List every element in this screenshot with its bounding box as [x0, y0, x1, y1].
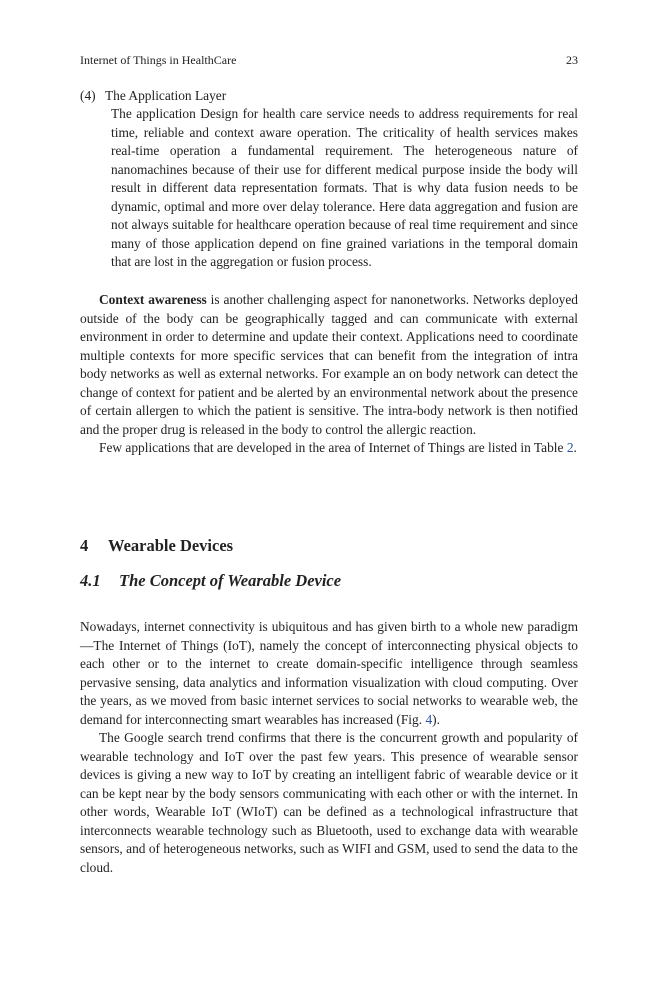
list-marker: (4) [80, 88, 96, 103]
paragraph-text: Nowadays, internet connectivity is ubiquitous and has given birth to a whole new paradigm—The Internet of Things (IoT), namely the concept of interconnecting physical objects to each other or to the internet to create domain-specific intelligence through seamless pervasive sensing, data analytics and information visualization with cloud computing. Over the years, as we moved from basic internet services to social networks to wearable web, the demand for interconnecting smart wearables has increased (Fig. [80, 619, 578, 727]
list-item-application-layer [80, 87, 578, 272]
section-number: 4 [80, 536, 89, 555]
figure-reference-link[interactable]: 4 [425, 711, 433, 727]
paragraph-text: is another challenging aspect for nanonetworks. Networks deployed outside of the body can be geographically tagged and can communicate with external environment in order to determine and update their context. Applications need to coordinate multiple contexts for more specific services that can benefit from the integration of intra body networks as well as external networks. For example an on body network can detect the change of context for patient and be alerted by an environmental network about the presence of certain allergen to which the patient is sensitive. The intra-body network is then notified and the proper drug is released in the body to control the allergic reaction. [80, 292, 578, 437]
table-reference-link[interactable]: 2 [566, 440, 574, 455]
paragraph-text: . [573, 440, 577, 455]
wearable-paragraph-2: The Google search trend confirms that there is the concurrent growth and popularity of wearable technology and IoT over the past few years. This presence of wearable sensor devices is giving a new way to IoT by creating an intelligent fabric of wearable device or it can be kept near by the body sensors communicating with each other or with the internet. In other words, Wearable IoT (WIoT) can be defined as a technological infrastructure that interconnects wearable technology such as Bluetooth, used to exchange data with wearable sensors, and of heterogeneous networks, such as WIFI and GSM, used to send the data to the cloud. [80, 730, 578, 875]
context-awareness-paragraph [80, 291, 578, 439]
running-head-title: Internet of Things in HealthCare [80, 53, 237, 67]
list-item-heading: The Application Layer [104, 88, 227, 103]
paragraph-text: ). [432, 711, 440, 727]
bold-term: Context awareness [99, 292, 207, 307]
subsection-number: 4.1 [80, 571, 101, 590]
subsection-heading [80, 571, 341, 591]
applications-paragraph [80, 439, 578, 458]
page-number: 23 [566, 53, 578, 67]
wearable-paragraph-1 [80, 618, 578, 729]
list-item-header [80, 87, 578, 105]
subsection-title: The Concept of Wearable Device [119, 571, 342, 590]
context-awareness-block [80, 291, 578, 458]
list-item-body: The application Design for health care service needs to address requirements for real time, reliable and context aware operation. The criticality of health services makes real-time operation a fundamental requirement. The heterogeneous nature of nanomachines because of their use for different medical purpose inside the body will result in different data representation formats. That is why data fusion needs to be dynamic, optimal and more over delay tolerance. Here data aggregation and fusion are not always suitable for healthcare operation because of real time requirement and since many of those application depend on fine grained variations in the temporal domain that are lost in the aggregation or fusion process. [111, 106, 578, 269]
wearable-concept-block [80, 618, 578, 877]
section-title: Wearable Devices [108, 536, 234, 555]
section-heading [80, 536, 233, 556]
paragraph-text: Few applications that are developed in the area of Internet of Things are listed in Table [99, 440, 567, 455]
